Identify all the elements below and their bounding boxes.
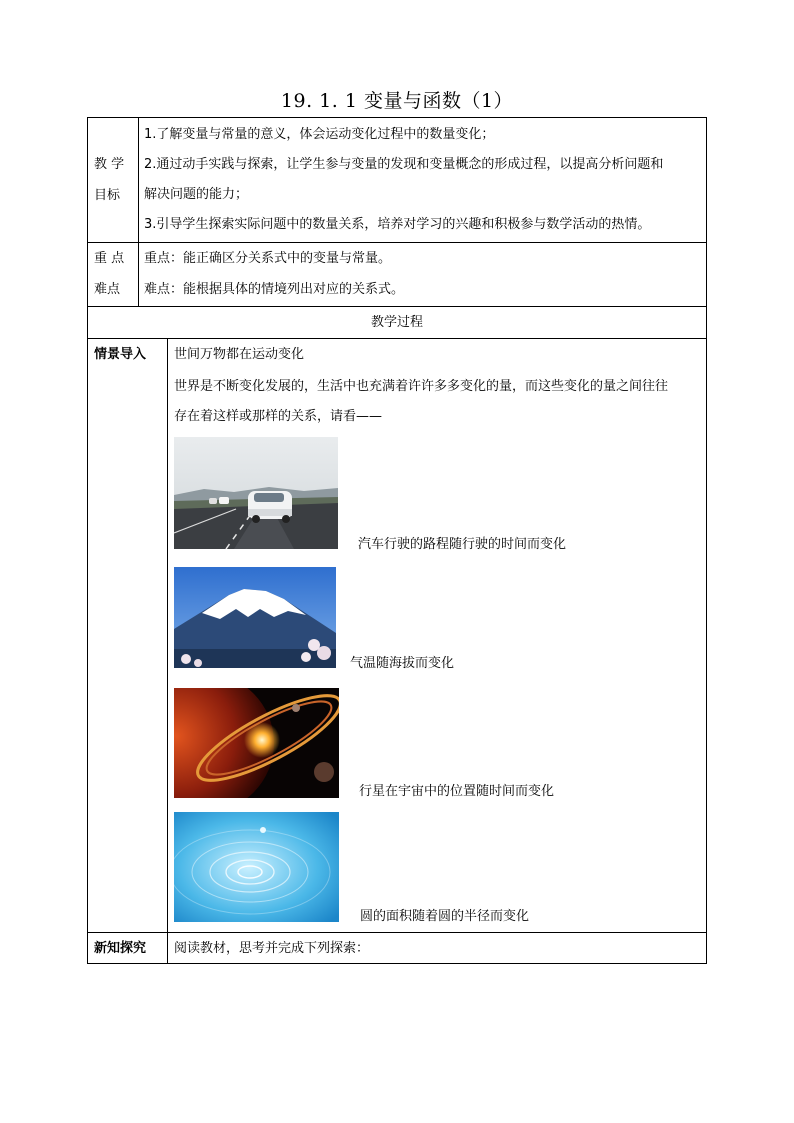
car-highway-image	[174, 437, 338, 549]
objective-item-3: 3.引导学生探索实际问题中的数量关系，培养对学习的兴趣和积极参与数学活动的热情。	[144, 217, 651, 232]
caption-car: 汽车行驶的路程随行驶的时间而变化	[358, 537, 567, 552]
column-divider	[167, 338, 168, 964]
row-divider	[87, 932, 707, 933]
planet-image	[174, 688, 339, 798]
intro-line-2: 世界是不断变化发展的，生活中也充满着许许多多变化的量，而这些变化的量之间往往	[174, 379, 669, 394]
row-divider	[87, 242, 707, 243]
objective-item-2-line-2: 解决问题的能力；	[144, 187, 249, 202]
key-points-label-2: 难点	[94, 282, 121, 297]
objectives-label-1: 教 学	[94, 157, 125, 172]
row-divider	[87, 306, 707, 307]
intro-line-3: 存在着这样或那样的关系，请看——	[174, 409, 383, 424]
explore-label: 新知探究	[94, 941, 147, 956]
explore-text: 阅读教材，思考并完成下列探索：	[174, 941, 370, 956]
process-header: 教学过程	[370, 315, 423, 330]
key-point-text: 重点：能正确区分关系式中的变量与常量。	[144, 251, 392, 266]
objective-item-2-line-1: 2.通过动手实践与探索，让学生参与变量的发现和变量概念的形成过程，以提高分析问题和	[144, 157, 664, 172]
water-ripple-image	[174, 812, 339, 922]
column-divider	[138, 117, 139, 306]
difficulty-text: 难点：能根据具体的情境列出对应的关系式。	[144, 282, 405, 297]
key-points-label-1: 重 点	[94, 251, 125, 266]
snowy-mountain-image	[174, 567, 336, 668]
intro-label: 情景导入	[94, 347, 147, 362]
caption-mountain: 气温随海拔而变化	[350, 656, 455, 671]
objective-item-1: 1.了解变量与常量的意义，体会运动变化过程中的数量变化；	[144, 127, 495, 142]
caption-planet: 行星在宇宙中的位置随时间而变化	[359, 784, 555, 799]
caption-circle: 圆的面积随着圆的半径而变化	[360, 909, 530, 924]
page-title: 19. 1. 1 变量与函数（1）	[280, 90, 514, 112]
intro-line-1: 世间万物都在运动变化	[174, 347, 305, 362]
objectives-label-2: 目标	[94, 188, 121, 203]
row-divider	[87, 338, 707, 339]
